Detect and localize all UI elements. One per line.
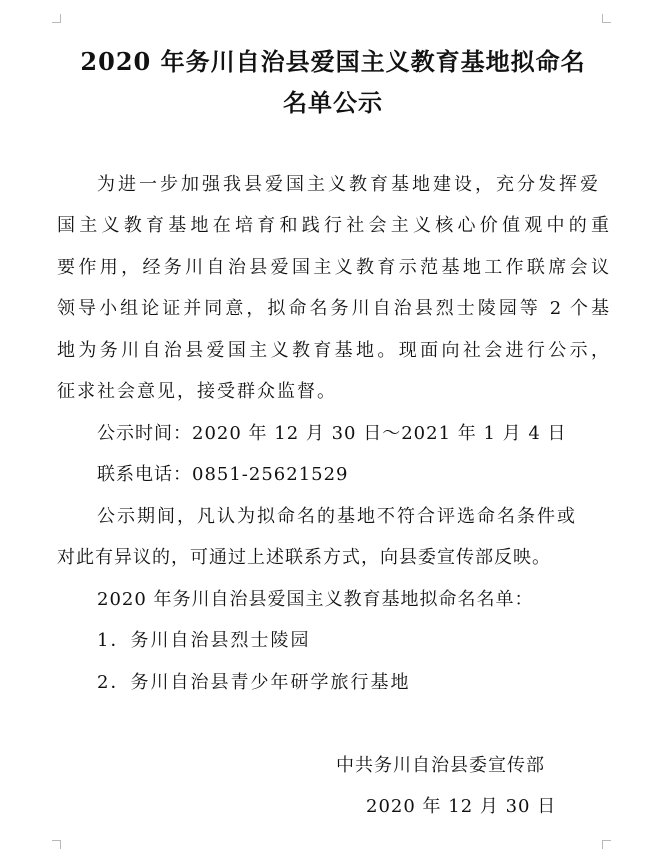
list-heading: 2020 年务川自治县爱国主义教育基地拟命名名单： bbox=[97, 589, 534, 610]
crop-mark-bottom-left bbox=[52, 840, 61, 849]
crop-mark-top-right bbox=[602, 14, 611, 23]
intro-line-3: 要作用，经务川自治县爱国主义教育示范基地工作联席会议 bbox=[57, 257, 609, 278]
intro-line-2: 国主义教育基地在培育和践行社会主义核心价值观中的重 bbox=[57, 215, 609, 236]
intro-line-4: 领导小组论证并同意，拟命名务川自治县烈士陵园等 2 个基 bbox=[57, 298, 609, 319]
document-title-line-1: 2020 年务川自治县爱国主义教育基地拟命名 bbox=[80, 47, 586, 76]
intro-line-5: 地为务川自治县爱国主义教育基地。现面向社会进行公示， bbox=[57, 340, 609, 361]
list-item-1: 1．务川自治县烈士陵园 bbox=[97, 630, 311, 651]
objection-line-1: 公示期间，凡认为拟命名的基地不符合评选命名条件或 bbox=[97, 506, 577, 527]
signature-organization: 中共务川自治县委宣传部 bbox=[336, 755, 545, 776]
signature-date: 2020 年 12 月 30 日 bbox=[366, 796, 557, 817]
publicity-time: 公示时间：2020 年 12 月 30 日～2021 年 1 月 4 日 bbox=[97, 423, 567, 444]
document-title-line-2: 名单公示 bbox=[283, 88, 383, 117]
contact-phone: 联系电话：0851-25621529 bbox=[97, 464, 349, 485]
intro-line-1: 为进一步加强我县爱国主义教育基地建设，充分发挥爱 bbox=[97, 174, 601, 195]
list-item-2: 2．务川自治县青少年研学旅行基地 bbox=[97, 672, 411, 693]
objection-line-2: 对此有异议的，可通过上述联系方式，向县委宣传部反映。 bbox=[57, 547, 551, 568]
crop-mark-bottom-right bbox=[602, 840, 611, 849]
crop-mark-top-left bbox=[52, 14, 61, 23]
intro-line-6: 征求社会意见，接受群众监督。 bbox=[57, 381, 337, 402]
